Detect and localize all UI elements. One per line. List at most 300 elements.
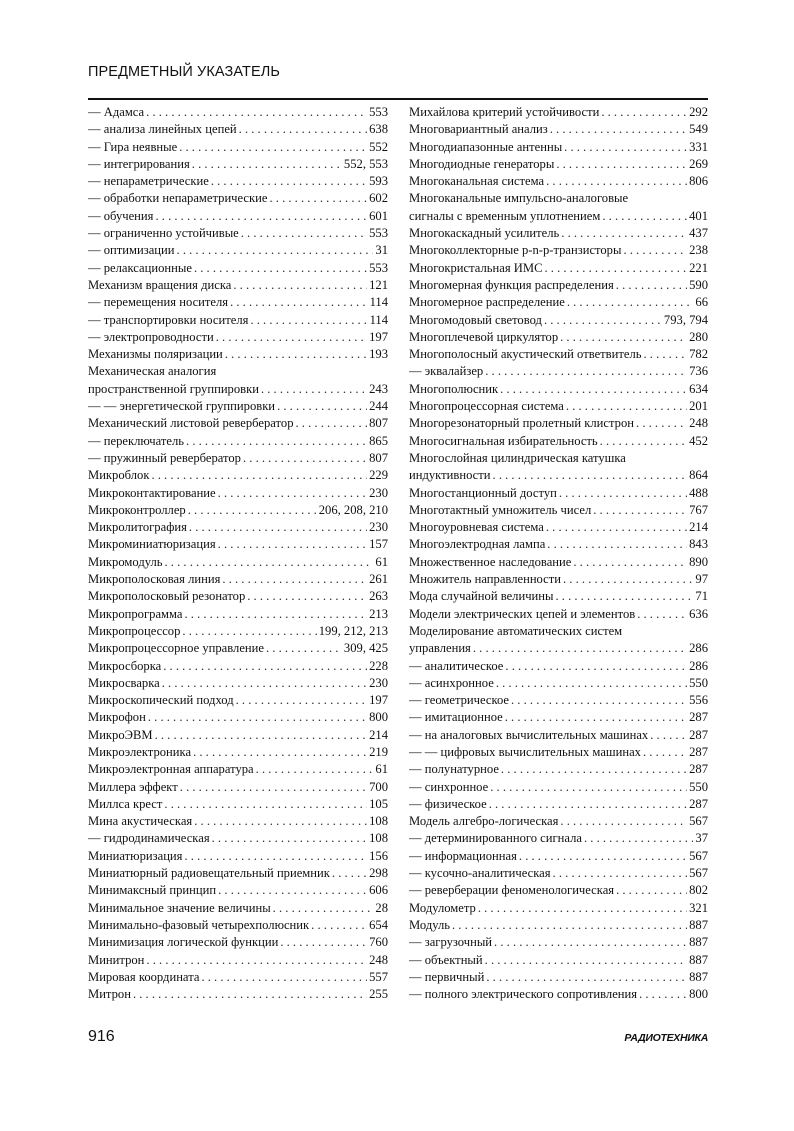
dot-leader — [194, 260, 367, 277]
index-entry — [88, 744, 388, 761]
page-references: 552, 553 — [343, 156, 388, 171]
page-references: 287 — [689, 727, 708, 742]
dot-leader — [256, 761, 374, 778]
index-term: — физическое — [409, 796, 487, 811]
page-references: 71 — [695, 589, 708, 604]
page-references: 636 — [689, 606, 708, 621]
index-entry — [88, 779, 388, 796]
dot-leader — [544, 312, 662, 329]
page-references: 331 — [689, 139, 708, 154]
index-entry — [88, 900, 388, 917]
dot-leader — [490, 779, 687, 796]
dot-leader — [593, 502, 687, 519]
index-entry — [88, 606, 388, 623]
page-references: 760 — [369, 935, 388, 950]
index-entry — [409, 433, 708, 450]
index-entry — [409, 934, 708, 951]
index-entry — [409, 554, 708, 571]
index-term: Микропроцессор — [88, 623, 181, 638]
index-term: — непараметрические — [88, 174, 209, 189]
page-references: 800 — [369, 710, 388, 725]
page-references: 887 — [689, 969, 708, 984]
index-term: — реверберации феноменологическая — [409, 883, 615, 898]
dot-leader — [222, 571, 367, 588]
dot-leader — [162, 675, 367, 692]
index-term: МикроЭВМ — [88, 727, 153, 742]
index-entry — [88, 692, 388, 709]
index-term: Множитель направленности — [409, 572, 561, 587]
index-term: — гидродинамическая — [88, 831, 210, 846]
page-references: 228 — [369, 658, 388, 673]
index-term: Микропрограмма — [88, 606, 183, 621]
index-term: — асинхронное — [409, 675, 494, 690]
index-term: Микрополосковый резонатор — [88, 589, 246, 604]
page-references: 263 — [369, 589, 388, 604]
index-term: — полного электрического сопротивления — [409, 987, 638, 1002]
dot-leader — [155, 727, 368, 744]
page-references: 255 — [369, 987, 388, 1002]
dot-leader — [505, 658, 687, 675]
dot-leader — [560, 329, 687, 346]
index-entry — [88, 709, 388, 726]
page-references: 782 — [689, 347, 708, 362]
dot-leader — [546, 519, 687, 536]
index-term: Модели электрических цепей и элементов — [409, 606, 636, 621]
dot-leader — [493, 467, 688, 484]
index-entry — [409, 640, 708, 657]
page-references: 602 — [369, 191, 388, 206]
page-references: 654 — [369, 917, 388, 932]
page-references: 890 — [689, 554, 708, 569]
index-entry — [88, 502, 388, 519]
page-references: 214 — [689, 520, 708, 535]
dot-leader — [241, 225, 367, 242]
index-entry — [409, 363, 708, 380]
index-entry — [88, 450, 388, 467]
page-references: 807 — [369, 450, 388, 465]
index-term: Миниатюризация — [88, 848, 183, 863]
page-references: 452 — [689, 433, 708, 448]
index-entry — [409, 969, 708, 986]
index-entry — [88, 294, 388, 311]
dot-leader — [218, 882, 367, 899]
dot-leader — [239, 121, 367, 138]
index-entry — [88, 485, 388, 502]
dot-leader — [553, 865, 688, 882]
index-entry — [409, 830, 708, 847]
dot-leader — [563, 571, 693, 588]
page-references: 550 — [689, 779, 708, 794]
dot-leader — [146, 104, 367, 121]
dot-leader — [155, 208, 367, 225]
index-entry — [88, 969, 388, 986]
index-entry — [409, 588, 708, 605]
page-references: 105 — [369, 796, 388, 811]
index-term: Многодиодные генераторы — [409, 156, 555, 171]
index-entry — [88, 312, 388, 329]
index-entry — [88, 986, 388, 1003]
index-entry — [409, 986, 708, 1003]
index-entry — [409, 329, 708, 346]
index-entry — [409, 727, 708, 744]
page-references: 157 — [369, 537, 388, 552]
dot-leader — [165, 554, 374, 571]
index-entry — [88, 225, 388, 242]
index-term: Минимально-фазовый четырехполюсник — [88, 917, 310, 932]
page-references: 865 — [369, 433, 388, 448]
page-references: 108 — [369, 814, 388, 829]
page-references: 549 — [689, 122, 708, 137]
page-references: 197 — [369, 329, 388, 344]
page-number: 916 — [88, 1028, 115, 1045]
index-term: Механизмы поляризации — [88, 347, 223, 362]
index-term: — обучения — [88, 208, 154, 223]
index-term: Механизм вращения диска — [88, 277, 232, 292]
index-entry — [409, 190, 708, 207]
index-entry — [409, 536, 708, 553]
dot-leader — [277, 398, 367, 415]
index-entry — [88, 796, 388, 813]
index-term: — анализа линейных цепей — [88, 122, 237, 137]
dot-leader — [473, 640, 687, 657]
dot-leader — [177, 242, 374, 259]
index-entry — [409, 242, 708, 259]
index-entry — [409, 173, 708, 190]
index-term: Мина акустическая — [88, 814, 193, 829]
index-entry — [88, 865, 388, 882]
index-term: Микроэлектроника — [88, 744, 192, 759]
index-column-left — [88, 104, 388, 1003]
index-term: Модель алгебро-логическая — [409, 814, 559, 829]
page-references: 197 — [369, 693, 388, 708]
index-term: Минимаксный принцип — [88, 883, 217, 898]
page-references: 108 — [369, 831, 388, 846]
index-entry — [88, 277, 388, 294]
page-references: 793, 794 — [663, 312, 708, 327]
index-entry — [88, 658, 388, 675]
index-entry — [88, 467, 388, 484]
index-term: — интегрирования — [88, 156, 190, 171]
dot-leader — [584, 830, 693, 847]
index-entry — [88, 640, 388, 657]
page-references: 214 — [369, 727, 388, 742]
index-entry — [409, 917, 708, 934]
dot-leader — [218, 485, 367, 502]
index-entry — [88, 173, 388, 190]
dot-leader — [546, 173, 687, 190]
index-term: — первичный — [409, 969, 485, 984]
page-references: 229 — [369, 468, 388, 483]
index-term: Многополосный акустический ответвитель — [409, 347, 642, 362]
index-entry — [88, 208, 388, 225]
index-term: Многомерное распределение — [409, 295, 565, 310]
page-references: 593 — [369, 174, 388, 189]
index-entry — [88, 813, 388, 830]
index-term: Многополюсник — [409, 381, 499, 396]
page-references: 590 — [689, 277, 708, 292]
index-term: Многомодовый световод — [409, 312, 542, 327]
page-references: 887 — [689, 952, 708, 967]
index-entry — [88, 346, 388, 363]
page-references: 286 — [689, 641, 708, 656]
index-entry — [409, 398, 708, 415]
index-entry — [88, 536, 388, 553]
index-term: Многоколлекторные p-n-p-транзисторы — [409, 243, 622, 258]
index-entry — [409, 900, 708, 917]
dot-leader — [643, 346, 687, 363]
page-references: 206, 208, 210 — [318, 502, 388, 517]
index-term: Многоканальная система — [409, 174, 545, 189]
page-references: 887 — [689, 935, 708, 950]
index-entry — [88, 623, 388, 640]
index-entry — [409, 294, 708, 311]
dot-leader — [216, 329, 367, 346]
dot-leader — [247, 588, 367, 605]
index-term: Многодиапазонные антенны — [409, 139, 563, 154]
index-term: Многомерная функция распределения — [409, 277, 614, 292]
index-entry — [409, 658, 708, 675]
dot-leader — [193, 744, 367, 761]
page-references: 634 — [689, 381, 708, 396]
index-entry — [88, 242, 388, 259]
page-references: 557 — [369, 969, 388, 984]
dot-leader — [182, 623, 316, 640]
dot-leader — [602, 208, 687, 225]
index-term: Мировая координата — [88, 969, 200, 984]
dot-leader — [616, 882, 687, 899]
index-term: Микрополосковая линия — [88, 572, 221, 587]
dot-leader — [564, 139, 687, 156]
index-term: Михайлова критерий устойчивости — [409, 105, 600, 119]
index-term: индуктивности — [409, 468, 491, 483]
page-references: 287 — [689, 744, 708, 759]
index-term: Минитрон — [88, 952, 145, 967]
index-term: — обработки непараметрические — [88, 191, 268, 206]
dot-leader — [623, 242, 687, 259]
index-term: Митрон — [88, 987, 131, 1002]
dot-leader — [566, 398, 687, 415]
dot-leader — [505, 709, 687, 726]
dot-leader — [179, 139, 367, 156]
page-references: 248 — [369, 952, 388, 967]
dot-leader — [494, 934, 687, 951]
index-entry — [88, 952, 388, 969]
index-entry — [409, 779, 708, 796]
dot-leader — [636, 415, 687, 432]
index-entry — [88, 830, 388, 847]
dot-leader — [601, 104, 687, 121]
page-references: 806 — [689, 174, 708, 189]
index-term: Многокаскадный усилитель — [409, 226, 560, 241]
index-entry — [88, 139, 388, 156]
dot-leader — [486, 969, 687, 986]
index-entry — [88, 761, 388, 778]
page-references: 261 — [369, 572, 388, 587]
page-references: 802 — [689, 883, 708, 898]
index-entry — [88, 588, 388, 605]
dot-leader — [556, 156, 687, 173]
index-entry — [88, 727, 388, 744]
dot-leader — [148, 709, 367, 726]
dot-leader — [211, 173, 367, 190]
page-references: 601 — [369, 208, 388, 223]
index-entry — [409, 519, 708, 536]
page-references: 606 — [369, 883, 388, 898]
dot-leader — [639, 986, 687, 1003]
dot-leader — [163, 658, 367, 675]
index-term: Микролитография — [88, 520, 187, 535]
index-term: Моделирование автоматических систем — [409, 623, 623, 638]
index-term: пространственной группировки — [88, 381, 259, 396]
dot-leader — [280, 934, 367, 951]
index-term: Многоуровневая система — [409, 520, 544, 535]
page-references: 230 — [369, 675, 388, 690]
index-term: Многорезонаторный пролетный клистрон — [409, 416, 635, 431]
page-references: 401 — [689, 208, 708, 223]
index-term: — — энергетической группировки — [88, 399, 276, 414]
page-references: 552 — [369, 139, 388, 154]
dot-leader — [501, 761, 687, 778]
index-entry — [409, 467, 708, 484]
index-term: — информационная — [409, 848, 517, 863]
dot-leader — [230, 294, 367, 311]
index-term: — — цифровых вычислительных машинах — [409, 744, 641, 759]
dot-leader — [151, 467, 367, 484]
index-term: — детерминированного сигнала — [409, 831, 582, 846]
index-term: — ограниченно устойчивые — [88, 226, 239, 241]
index-term: — Гира неявные — [88, 139, 178, 154]
index-term: — релаксационные — [88, 260, 192, 275]
index-term: Микроконтактирование — [88, 485, 216, 500]
index-entry — [88, 934, 388, 951]
page-references: 567 — [689, 866, 708, 881]
page-references: 887 — [689, 917, 708, 932]
index-term: — объектный — [409, 952, 483, 967]
index-term: — эквалайзер — [409, 364, 484, 379]
dot-leader — [311, 917, 367, 934]
header-rule — [88, 98, 708, 100]
index-entry — [409, 675, 708, 692]
index-entry — [409, 225, 708, 242]
page-references: 864 — [689, 468, 708, 483]
index-term: Микроконтроллер — [88, 502, 186, 517]
dot-leader — [184, 848, 367, 865]
page-references: 66 — [695, 295, 708, 310]
index-term: Механическая аналогия — [88, 364, 217, 379]
index-term: Модулометр — [409, 900, 476, 915]
index-entry — [88, 917, 388, 934]
page-references: 767 — [689, 502, 708, 517]
index-entry — [409, 744, 708, 761]
page-references: 243 — [369, 381, 388, 396]
page-references: 287 — [689, 796, 708, 811]
index-entry — [88, 519, 388, 536]
index-term: — аналитическое — [409, 658, 504, 673]
dot-leader — [452, 917, 687, 934]
index-entry — [409, 692, 708, 709]
dot-leader — [266, 640, 342, 657]
page-references: 221 — [689, 260, 708, 275]
index-term: Модуль — [409, 917, 450, 932]
index-term: Микрофон — [88, 710, 146, 725]
index-term: Микроминиатюризация — [88, 537, 216, 552]
index-entry — [409, 606, 708, 623]
dot-leader — [236, 692, 367, 709]
page-references: 31 — [375, 243, 388, 258]
index-entry — [88, 415, 388, 432]
dot-leader — [189, 519, 367, 536]
dot-leader — [643, 744, 687, 761]
dot-leader — [559, 485, 687, 502]
index-entry — [88, 363, 388, 380]
index-term: — переключатель — [88, 433, 185, 448]
page-references: 280 — [689, 329, 708, 344]
page-references: 556 — [689, 693, 708, 708]
index-term: Микропроцессорное управление — [88, 641, 264, 656]
index-term: Множественное наследование — [409, 554, 572, 569]
index-term: Мода случайной величины — [409, 589, 554, 604]
dot-leader — [273, 900, 374, 917]
index-entry — [409, 381, 708, 398]
index-term: Многостанционный доступ — [409, 485, 557, 500]
dot-leader — [555, 588, 693, 605]
dot-leader — [511, 692, 687, 709]
index-entry — [409, 208, 708, 225]
page-references: 269 — [689, 156, 708, 171]
page-references: 287 — [689, 762, 708, 777]
page-references: 114 — [369, 295, 388, 310]
index-entry — [88, 121, 388, 138]
index-entry — [409, 415, 708, 432]
dot-leader — [261, 381, 367, 398]
dot-leader — [201, 969, 367, 986]
index-entry — [88, 398, 388, 415]
page-references: 219 — [369, 744, 388, 759]
index-term: Минимальное значение величины — [88, 900, 271, 915]
index-term: — Адамса — [88, 105, 145, 119]
index-term: Миллса крест — [88, 796, 163, 811]
page-references: 550 — [689, 675, 708, 690]
index-term: сигналы с временным уплотнением — [409, 208, 601, 223]
index-entry — [409, 312, 708, 329]
index-column-right — [409, 104, 708, 1003]
page-references: 309, 425 — [343, 641, 388, 656]
page-references: 700 — [369, 779, 388, 794]
index-entry — [409, 848, 708, 865]
index-term: — на аналоговых вычислительных машинах — [409, 727, 649, 742]
dot-leader — [485, 952, 687, 969]
dot-leader — [269, 190, 367, 207]
dot-leader — [184, 606, 367, 623]
index-entry — [88, 381, 388, 398]
index-entry — [409, 485, 708, 502]
index-entry — [409, 121, 708, 138]
index-term: Многосигнальная избирательность — [409, 433, 598, 448]
page-references: 437 — [689, 226, 708, 241]
index-term: — электропроводности — [88, 329, 214, 344]
dot-leader — [146, 952, 367, 969]
index-term: — геометрическое — [409, 693, 509, 708]
dot-leader — [332, 865, 367, 882]
index-term: — кусочно-аналитическая — [409, 866, 551, 881]
dot-leader — [133, 986, 367, 1003]
page-references: 156 — [369, 848, 388, 863]
dot-leader — [650, 727, 687, 744]
dot-leader — [550, 121, 687, 138]
index-term: — пружинный ревербератор — [88, 450, 241, 465]
page-references: 800 — [689, 987, 708, 1002]
index-term: — оптимизации — [88, 243, 175, 258]
